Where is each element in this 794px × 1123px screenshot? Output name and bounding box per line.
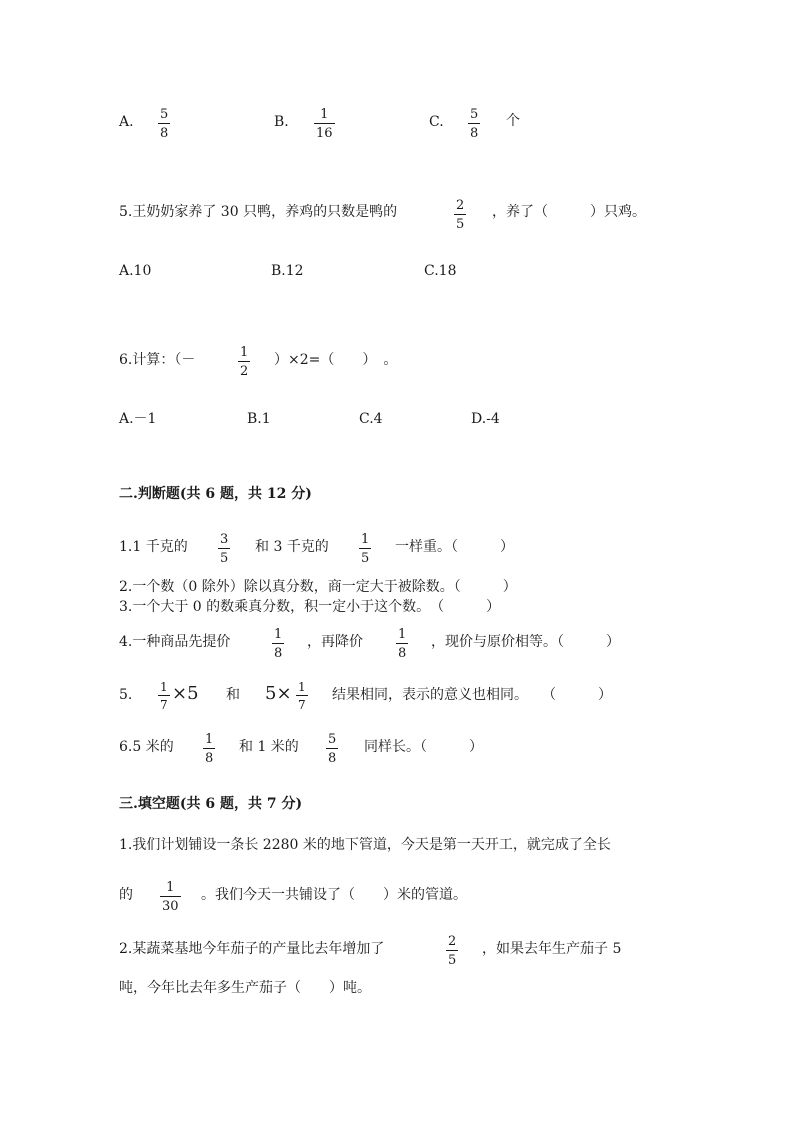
s3-q2-line1-post: ，如果去年生产茄子 5 <box>482 941 622 957</box>
s3-q1-line2-post: 。我们今天一共铺设了（ ）米的管道。 <box>201 887 467 903</box>
q5-option-b: B.12 <box>271 263 304 279</box>
s2-q5-mid: 和 <box>226 687 240 703</box>
s2-q4-text3: ，现价与原价相等。（ ） <box>431 634 620 650</box>
s2-q5-expr1-fraction: 1 7 <box>160 680 168 712</box>
option-c-suffix: 个 <box>506 113 520 129</box>
section3-title: 三.填空题(共 6 题，共 7 分) <box>119 796 303 812</box>
option-b-label: B. <box>274 114 289 130</box>
q5-text-after: ，养了（ ）只鸡。 <box>492 204 646 220</box>
s2-q5-expr2-fraction: 1 7 <box>298 680 306 712</box>
s2-q1-text1: 1.1 千克的 <box>119 539 188 555</box>
q5-text-before: 5.王奶奶家养了 30 只鸭，养鸡的只数是鸭的 <box>119 204 398 220</box>
q5-option-a: A.10 <box>119 263 152 279</box>
s2-q1-text2: 和 3 千克的 <box>255 539 329 555</box>
q6-text-after: ）×2=（ ） 。 <box>274 352 398 368</box>
s2-q2: 2.一个数（0 除外）除以真分数，商一定大于被除数。（ ） <box>119 579 517 595</box>
q5-option-c: C.18 <box>424 263 457 279</box>
s3-q2-fraction: 2 5 <box>448 934 457 968</box>
s2-q3: 3.一个大于 0 的数乘真分数，积一定小于这个数。 （ ） <box>119 599 501 615</box>
q6-option-b: B.1 <box>247 411 271 427</box>
s2-q6-text2: 和 1 米的 <box>239 739 299 755</box>
s2-q1-fraction2: 1 5 <box>361 532 370 566</box>
q6-option-a: A.－1 <box>119 411 157 427</box>
s2-q6-fraction2: 5 8 <box>328 732 337 766</box>
s2-q4-text1: 4.一种商品先提价 <box>119 634 231 650</box>
q6-option-d: D.-4 <box>471 411 500 427</box>
s2-q1-text3: 一样重。（ ） <box>395 539 514 555</box>
s2-q5-text3: 结果相同，表示的意义也相同。 （ ） <box>332 687 612 703</box>
s2-q4-fraction2: 1 8 <box>398 627 407 661</box>
s2-q6-text3: 同样长。（ ） <box>364 739 483 755</box>
s2-q4-text2: ，再降价 <box>307 634 363 650</box>
s3-q1-line1: 1.我们计划铺设一条长 2280 米的地下管道，今天是第一天开工，就完成了全长 <box>119 837 611 853</box>
q6-fraction: 1 2 <box>240 345 249 379</box>
s3-q2-line2: 吨，今年比去年多生产茄子（ ）吨。 <box>119 980 371 996</box>
s2-q6-fraction1: 1 8 <box>205 732 214 766</box>
s2-q6-text1: 6.5 米的 <box>119 739 174 755</box>
s3-q1-fraction: 1 30 <box>162 880 179 914</box>
s3-q1-line2-pre: 的 <box>119 887 133 903</box>
s3-q2-line1-pre: 2.某蔬菜基地今年茄子的产量比去年增加了 <box>119 941 385 957</box>
option-c-fraction: 5 8 <box>470 107 479 141</box>
option-a-fraction: 5 8 <box>160 107 169 141</box>
q6-text-before: 6.计算：（－ <box>119 352 196 368</box>
option-b-fraction: 1 16 <box>316 107 333 141</box>
s2-q1-fraction1: 3 5 <box>220 532 229 566</box>
section2-title: 二.判断题(共 6 题，共 12 分) <box>119 486 312 502</box>
option-a-label: A. <box>119 114 134 130</box>
s2-q4-fraction1: 1 8 <box>274 627 283 661</box>
option-c-label: C. <box>429 114 444 130</box>
q6-option-c: C.4 <box>359 411 383 427</box>
s2-q5-label: 5. <box>119 687 133 703</box>
s2-q5-expr2-pre: 5× <box>265 683 292 704</box>
q5-fraction: 2 5 <box>456 198 465 232</box>
s2-q5-expr1-op: ×5 <box>172 683 199 704</box>
